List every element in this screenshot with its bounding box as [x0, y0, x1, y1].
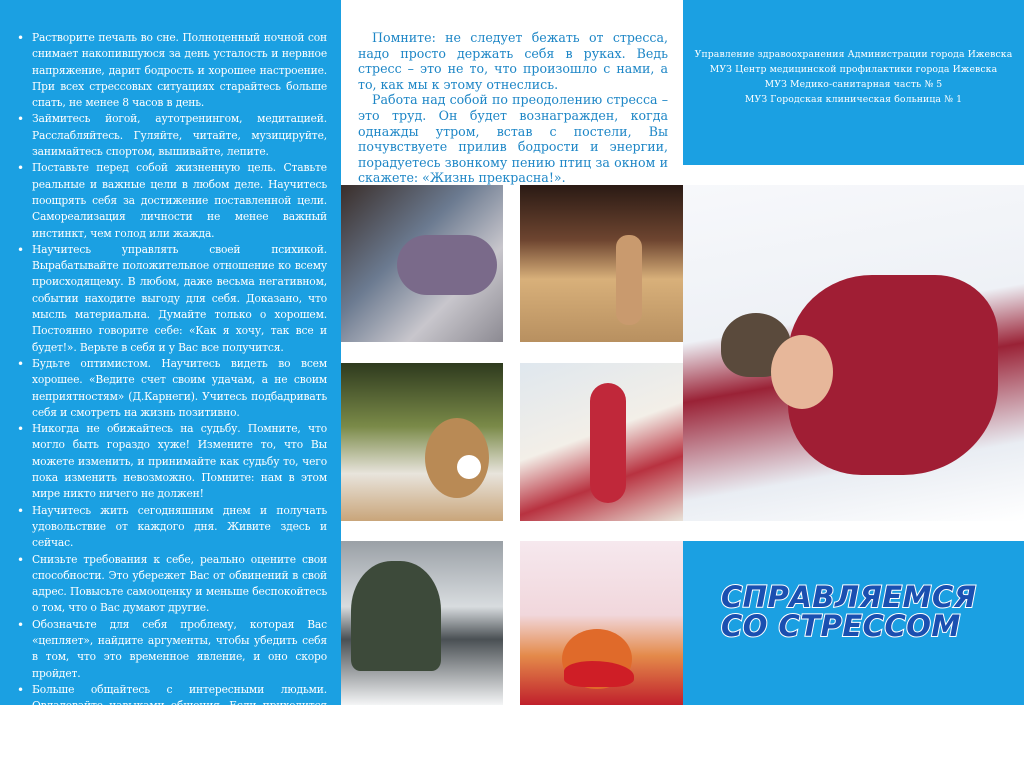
tip-item: • Займитесь йогой, аутотренингом, медитацией. Расслабляйтесь. Гуляйте, читайте, музицируйте, занимайтесь спортом, вышивайте, лепите. — [12, 111, 327, 160]
org-line: МУЗ Городская клиническая больница № 1 — [744, 94, 963, 105]
org-line: Управление здравоохранения Администрации города Ижевска — [694, 49, 1013, 60]
child-shape — [616, 235, 642, 325]
flower-shape — [457, 455, 481, 479]
snow-angel-photo — [683, 185, 1024, 521]
org-line: МУЗ Медико-санитарная часть № 5 — [764, 79, 943, 90]
winter-walk-photo — [341, 541, 503, 705]
yoga-photo — [520, 363, 683, 521]
spa-photo — [341, 363, 503, 521]
title-panel — [683, 541, 1024, 705]
tip-item: • Растворите печаль во сне. Полноценный ночной сон снимает накопившуюся за день усталость и нервное напряжение, дарит бодрость и хорошее настроение. При всех стрессовых ситуациях старайтесь больше спать, не менее 8 часов в день. — [12, 30, 327, 111]
phone-call-photo — [520, 541, 683, 705]
tip-item: • Больше общайтесь с интересными людьми. Овладевайте навыками общения. Если приходится общаться с людьми невыносимыми, то радуйтесь, что Вы не такой как они. — [12, 682, 327, 747]
tip-item: • Никогда не обижайтесь на судьбу. Помните, что могло быть гораздо хуже! Измените то, что Вы можете изменить, и принимайте как судьбу то, чего пока изменить невозможно. Помните: нам в этом мире никто ничего не должен! — [12, 421, 327, 502]
organizations-header — [683, 0, 1024, 165]
tip-item: • Обозначьте для себя проблему, которая Вас «цепляет», найдите аргументы, чтобы убедить себя в том, что это временное явление, и оно скоро пройдет. — [12, 617, 327, 682]
tips-panel — [0, 0, 341, 778]
tree-shape — [351, 561, 441, 671]
tip-item: • Научитесь управлять своей психикой. Вырабатывайте положительное отношение ко всему происходящему. В любом, даже весьма негативном, событии находите выгоду для себя. Доказано, что мысль материальна. Думайте только о хорошем. Постоянно говорите себе: «Как я хочу, так все и будет!». Верьте в себя и у Вас все получится. — [12, 242, 327, 356]
tip-item: • Поступайте по отношению к другим так, как хотели бы, чтобы они обращались с Вами. — [12, 747, 327, 780]
intro-paragraph: Помните: не следует бежать от стресса, надо просто держать себя в руках. Ведь стресс – это не то, что произошло с нами, а то, как мы к этому отнеслись. — [358, 30, 668, 92]
intro-text — [358, 30, 668, 186]
beach-kids-photo — [520, 185, 683, 342]
person-shape — [590, 383, 626, 503]
org-line: МУЗ Центр медицинской профилактики города Ижевска — [709, 64, 998, 75]
tips-list — [12, 30, 327, 780]
pottery-photo — [341, 185, 503, 342]
hand-shape — [397, 235, 497, 295]
title-line: СО СТРЕССОМ — [721, 609, 961, 643]
intro-paragraph: Работа над собой по преодолению стресса – это труд. Он будет вознагражден, когда однажды утром, встав с постели, Вы почувствуете прилив бодрости и энергии, порадуетесь звонкому пению птиц за окном и скажете: «Жизнь прекрасна!». — [358, 92, 668, 186]
tip-item: • Поставьте перед собой жизненную цель. Ставьте реальные и важные цели в любом деле. Научитесь поощрять себя за достижение поставленной цели. Самореализация личности не менее важный инстинкт, чем голод или жажда. — [12, 160, 327, 241]
tip-item: • Снизьте требования к себе, реально оцените свои способности. Это убережет Вас от обвинений в свой адрес. Повысьте самооценку и меньше беспокойтесь о том, что о Вас думают другие. — [12, 552, 327, 617]
face-shape — [771, 335, 833, 409]
tip-item: • Научитесь жить сегодняшним днем и получать удовольствие от каждого дня. Живите здесь и сейчас. — [12, 503, 327, 552]
brochure-title — [721, 580, 1021, 643]
head-shape — [425, 418, 489, 498]
tip-item: • Будьте оптимистом. Научитесь видеть во всем хорошее. «Ведите счет своим удачам, а не своим неприятностям» (Д.Карнеги). Учитесь подбадривать себя и смотреть на жизнь позитивно. — [12, 356, 327, 421]
title-line: СПРАВЛЯЕМСЯ — [721, 580, 977, 614]
